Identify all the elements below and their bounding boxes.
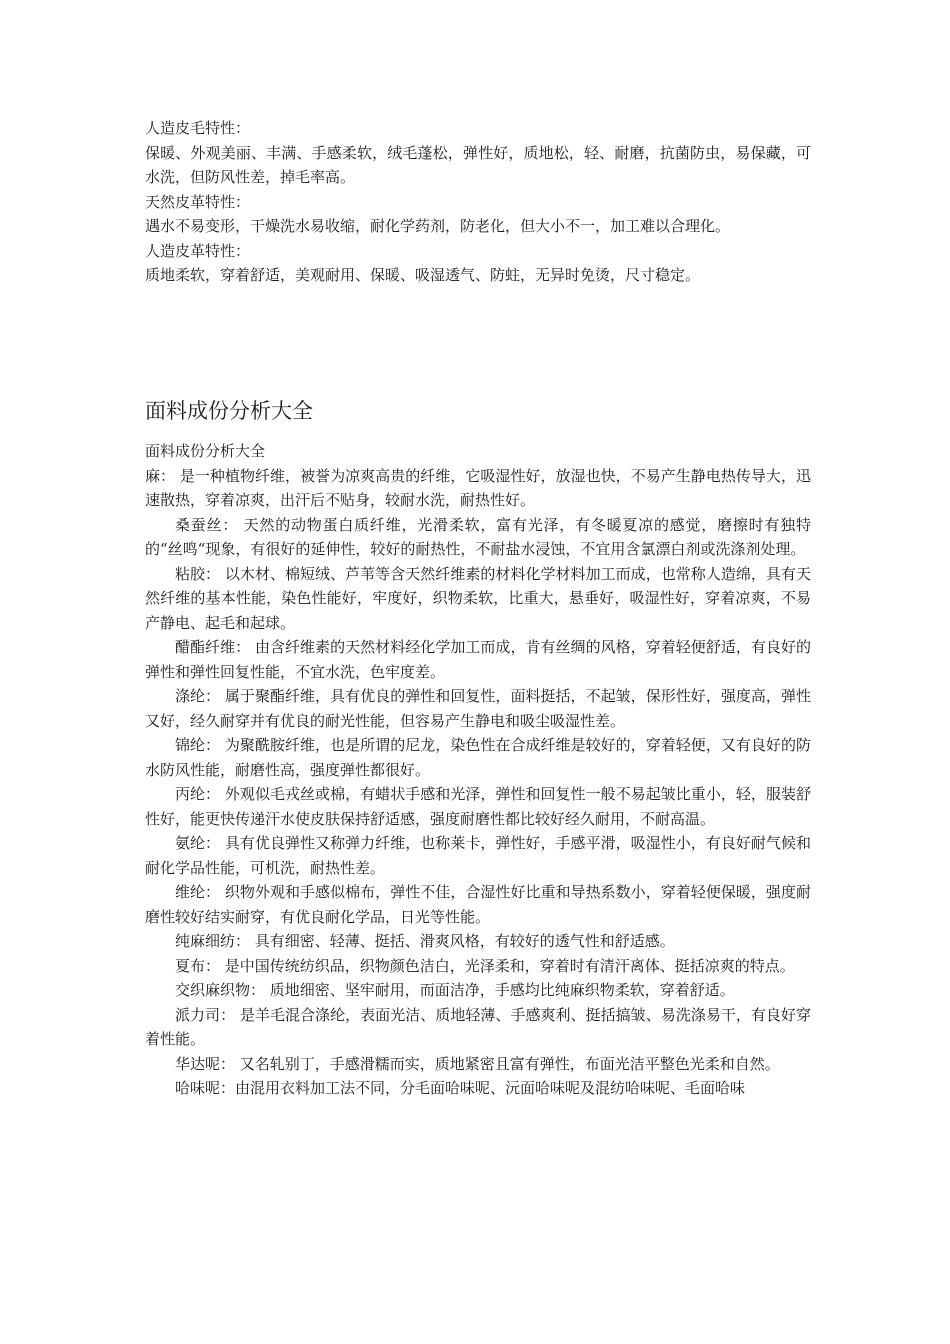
fabric-analysis-section: [145, 439, 811, 1101]
paragraph: 锦纶： 为聚酰胺纤维，也是所谓的尼龙，染色性在合成纤维是较好的，穿着轻便，又有良好的防水防风性能，耐磨性高，强度弹性都很好。: [145, 736, 811, 779]
paragraph: 面料成份分析大全: [145, 442, 266, 460]
paragraph: 华达呢： 又名轧别丁，手感滑糯而实，质地紧密且富有弹性，布面光洁平整色光柔和自然。: [175, 1054, 780, 1073]
paragraph: 桑蚕丝： 天然的动物蛋白质纤维，光滑柔软，富有光泽，有冬暖夏凉的感觉，磨擦时有独特的“丝鸣“现象，有很好的延伸性，较好的耐热性，不耐盐水浸蚀，不宜用含氯漂白剂或洗涤剂处理。: [145, 515, 811, 558]
paragraph: 人造皮毛特性：: [145, 119, 251, 137]
paragraph: 人造皮革特性：: [145, 241, 251, 260]
leather-fur-section: [145, 116, 811, 288]
paragraph: 氨纶： 具有优良弹性又称弹力纤维，也称莱卡，弹性好，手感平滑，吸湿性小，有良好耐气候和耐化学品性能，可机洗，耐热性差。: [145, 834, 811, 877]
paragraph: 保暖、外观美丽、丰满、手感柔软，绒毛蓬松，弹性好，质地松，轻、耐磨，抗菌防虫，易保藏，可水洗，但防风性差，掉毛率高。: [145, 143, 811, 186]
paragraph: 维纶： 织物外观和手感似棉布，弹性不佳，合湿性好比重和导热系数小，穿着轻便保暖，强度耐磨性较好结实耐穿，有优良耐化学品，日光等性能。: [145, 883, 811, 926]
paragraph: 质地柔软，穿着舒适，美观耐用、保暖、吸湿透气、防蛀，无异时免烫，尺寸稳定。: [145, 266, 701, 284]
paragraph: 哈味呢：由混用衣料加工法不同，分毛面哈味呢、沅面哈味呢及混纺哈味呢、毛面哈味: [175, 1079, 746, 1097]
paragraph: 纯麻细纺： 具有细密、轻薄、挺括、滑爽风格，有较好的透气性和舒适感。: [175, 932, 675, 950]
paragraph: 粘胶： 以木材、棉短绒、芦苇等含天然纤维素的材料化学材料加工而成，也常称人造绵，具有天然纤维的基本性能，染色性能好，牢度好，织物柔软，比重大，悬垂好，吸湿性好，穿着凉爽，不易产静电、起毛和起球。: [145, 564, 811, 632]
paragraph: 麻： 是一种植物纤维，被誉为凉爽高贵的纤维，它吸湿性好，放湿也快，不易产生静电热传导大，迅速散热，穿着凉爽，出汗后不贴身，较耐水洗，耐热性好。: [145, 466, 811, 509]
paragraph: 天然皮革特性：: [145, 192, 251, 211]
paragraph: 交织麻织物： 质地细密、坚牢耐用，而面洁净，手感均比纯麻织物柔软，穿着舒适。: [175, 981, 735, 999]
paragraph: 涤纶： 属于聚酯纤维，具有优良的弹性和回复性，面料挺括，不起皱，保形性好，强度高，弹性又好，经久耐穿并有优良的耐光性能，但容易产生静电和吸尘吸湿性差。: [145, 687, 811, 730]
paragraph: 丙纶： 外观似毛戎丝或棉，有蜡状手感和光泽，弹性和回复性一般不易起皱比重小，轻，服装舒性好，能更快传递汗水使皮肤保持舒适感，强度耐磨性都比较好经久耐用，不耐高温。: [145, 785, 811, 828]
paragraph: 遇水不易变形，干燥洗水易收缩，耐化学药剂，防老化，但大小不一，加工难以合理化。: [145, 217, 731, 235]
paragraph: 醋酯纤维： 由含纤维素的天然材料经化学加工而成，肯有丝绸的风格，穿着轻便舒适，有良好的弹性和弹性回复性能，不宜水洗，色牢度差。: [145, 638, 811, 681]
paragraph: 派力司： 是羊毛混合涤纶，表面光洁、质地轻薄、手感爽利、挺括搞皱、易洗涤易干，有良好穿着性能。: [145, 1005, 811, 1048]
paragraph: 夏布： 是中国传统纺织品，织物颜色洁白，光泽柔和，穿着时有清汗离体、挺括凉爽的特点。: [175, 956, 795, 975]
section-heading: 面料成份分析大全: [145, 399, 313, 423]
